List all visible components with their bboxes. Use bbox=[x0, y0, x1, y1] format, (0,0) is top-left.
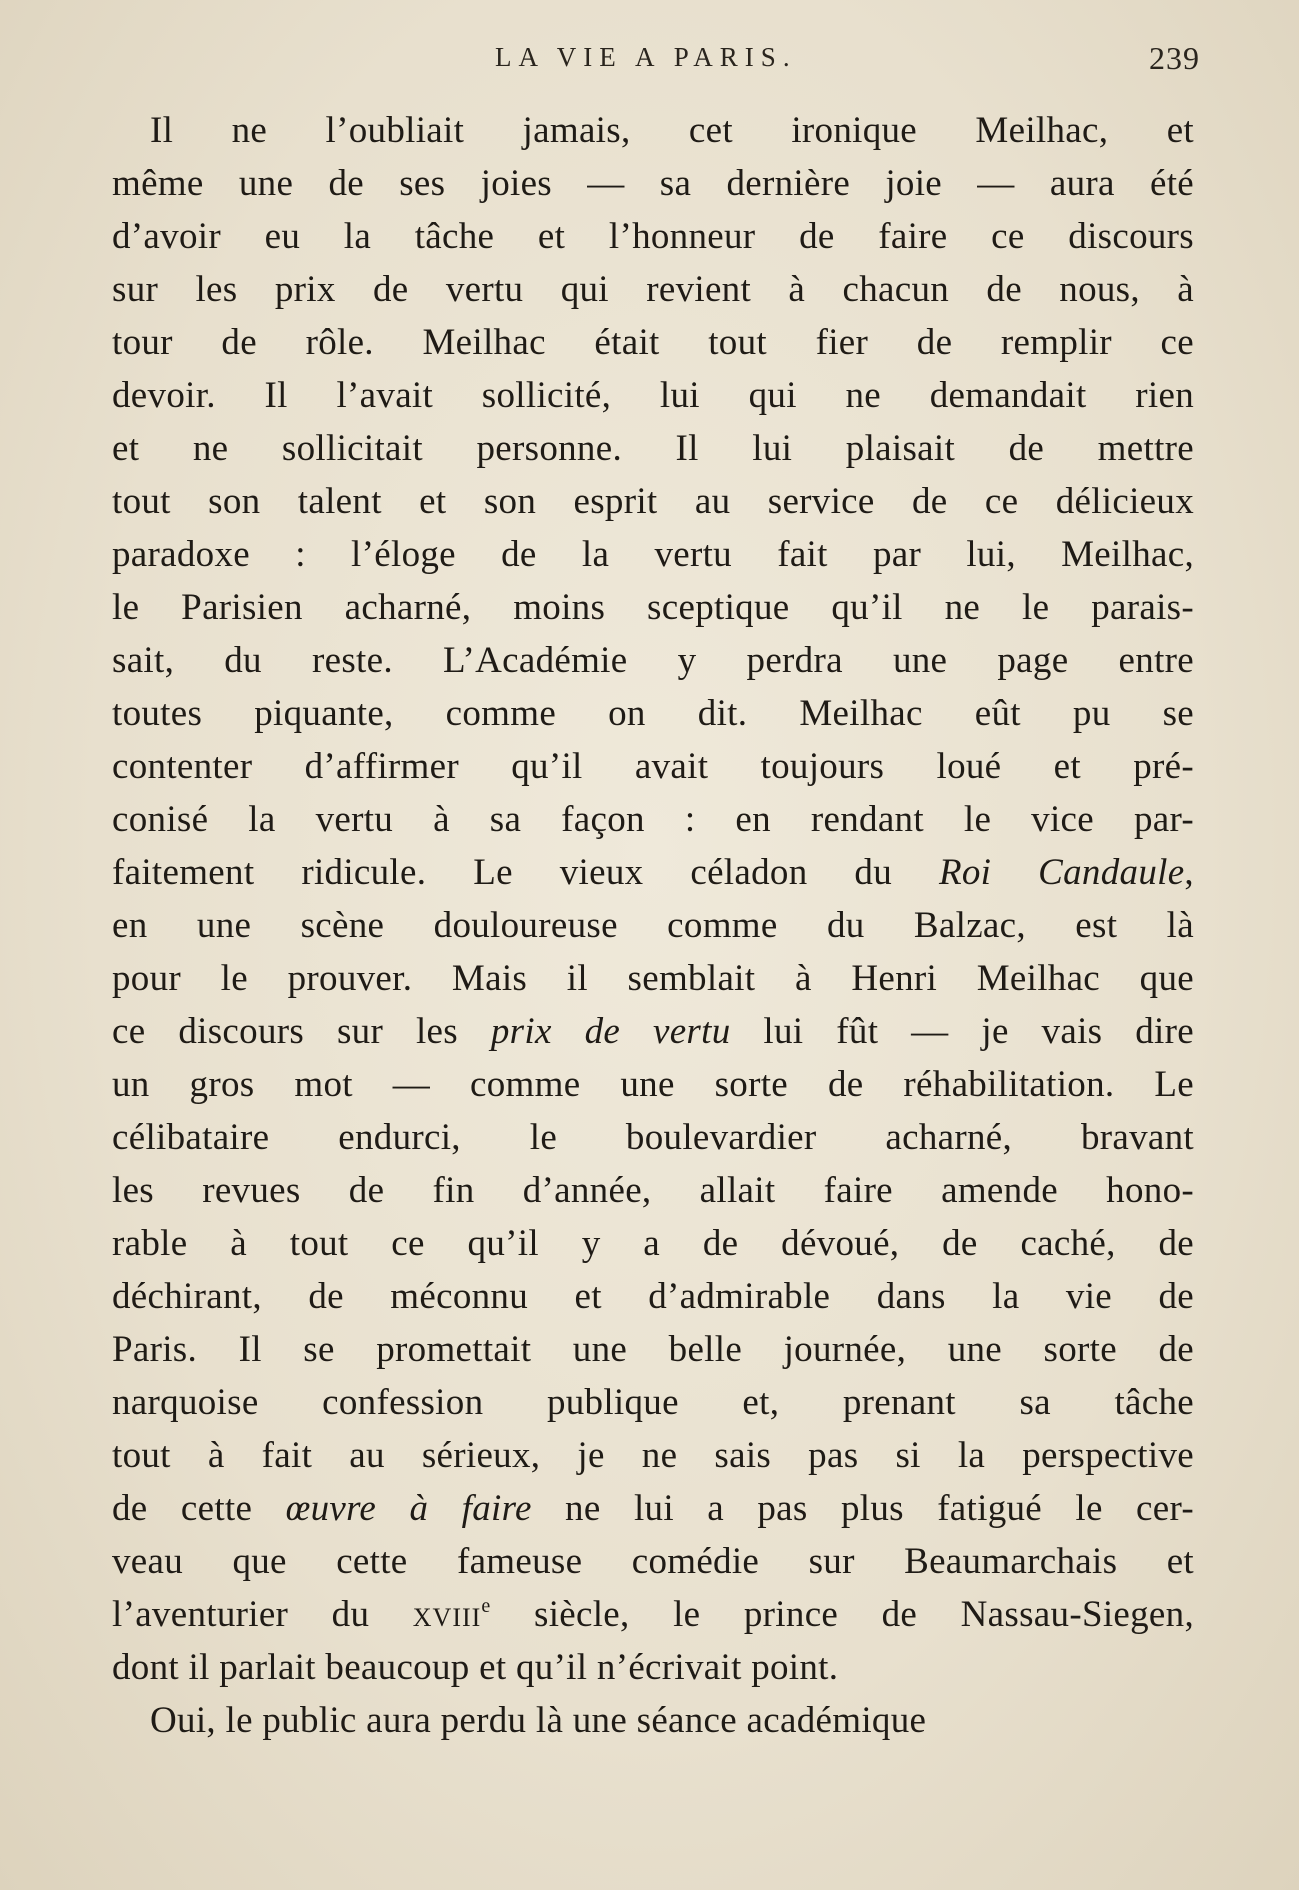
text-line: Il ne l’oubliait jamais, cet ironique Meilhac, et bbox=[150, 110, 1194, 151]
text-line-with-emphasis bbox=[112, 1005, 1194, 1058]
text-line: tout à fait au sérieux, je ne sais pas si la perspective bbox=[112, 1435, 1194, 1476]
text-line-with-title bbox=[112, 846, 1194, 899]
ordinal-superscript: e bbox=[481, 1595, 491, 1617]
text-line: sur les prix de vertu qui revient à chacun de nous, à bbox=[112, 269, 1194, 310]
text-line: en une scène douloureuse comme du Balzac, est là bbox=[112, 905, 1194, 946]
page-header bbox=[110, 40, 1200, 80]
text-line-paragraph-end: dont il parlait beaucoup et qu’il n’écrivait point. bbox=[112, 1647, 839, 1688]
text-line: Paris. Il se promettait une belle journée, une sorte de bbox=[112, 1329, 1194, 1370]
text-line: narquoise confession publique et, prenant sa tâche bbox=[112, 1382, 1194, 1423]
text-line: un gros mot — comme une sorte de réhabilitation. Le bbox=[112, 1064, 1194, 1105]
italic-phrase: œuvre à faire bbox=[285, 1488, 532, 1529]
body-text bbox=[112, 104, 1194, 1747]
text-line: et ne sollicitait personne. Il lui plaisait de mettre bbox=[112, 428, 1194, 469]
text-segment: de cette bbox=[112, 1488, 286, 1529]
text-line: d’avoir eu la tâche et l’honneur de faire ce discours bbox=[112, 216, 1194, 257]
italic-phrase: prix de vertu bbox=[490, 1011, 731, 1052]
text-line: célibataire endurci, le boulevardier acharné, bravant bbox=[112, 1117, 1194, 1158]
roman-numeral: xviii bbox=[412, 1594, 482, 1635]
text-line: sait, du reste. L’Académie y perdra une page entre bbox=[112, 640, 1194, 681]
text-line: contenter d’affirmer qu’il avait toujours loué et pré- bbox=[112, 746, 1194, 787]
text-line: déchirant, de méconnu et d’admirable dans la vie de bbox=[112, 1276, 1194, 1317]
text-line: même une de ses joies — sa dernière joie — aura été bbox=[112, 163, 1194, 204]
italic-title: Roi Candaule bbox=[938, 852, 1185, 893]
text-segment: ne lui a pas plus fatigué le cer- bbox=[531, 1488, 1194, 1529]
text-segment: , bbox=[1184, 852, 1194, 893]
text-line: conisé la vertu à sa façon : en rendant le vice par- bbox=[112, 799, 1194, 840]
text-line: le Parisien acharné, moins sceptique qu’il ne le parais- bbox=[112, 587, 1194, 628]
text-segment: lui fût — je vais dire bbox=[730, 1011, 1194, 1052]
text-segment: faitement ridicule. Le vieux céladon du bbox=[112, 852, 939, 893]
text-line: pour le prouver. Mais il semblait à Henri Meilhac que bbox=[112, 958, 1194, 999]
text-line: tour de rôle. Meilhac était tout fier de remplir ce bbox=[112, 322, 1194, 363]
text-segment: ce discours sur les bbox=[112, 1011, 491, 1052]
page-number: 239 bbox=[1149, 40, 1200, 76]
text-line: toutes piquante, comme on dit. Meilhac eût pu se bbox=[112, 693, 1194, 734]
text-line: Oui, le public aura perdu là une séance académique bbox=[150, 1700, 927, 1741]
running-title: LA VIE A PARIS. bbox=[495, 42, 797, 72]
text-line: devoir. Il l’avait sollicité, lui qui ne demandait rien bbox=[112, 375, 1194, 416]
text-line: les revues de fin d’année, allait faire amende hono- bbox=[112, 1170, 1194, 1211]
text-line-with-emphasis bbox=[112, 1482, 1194, 1535]
text-segment: l’aventurier du bbox=[112, 1594, 413, 1635]
text-line: veau que cette fameuse comédie sur Beaumarchais et bbox=[112, 1541, 1194, 1582]
text-line: paradoxe : l’éloge de la vertu fait par lui, Meilhac, bbox=[112, 534, 1194, 575]
text-line: tout son talent et son esprit au service de ce délicieux bbox=[112, 481, 1194, 522]
text-segment: siècle, le prince de Nassau-Siegen, bbox=[490, 1594, 1194, 1635]
text-line: rable à tout ce qu’il y a de dévoué, de caché, de bbox=[112, 1223, 1194, 1264]
text-line-with-century bbox=[112, 1588, 1194, 1641]
